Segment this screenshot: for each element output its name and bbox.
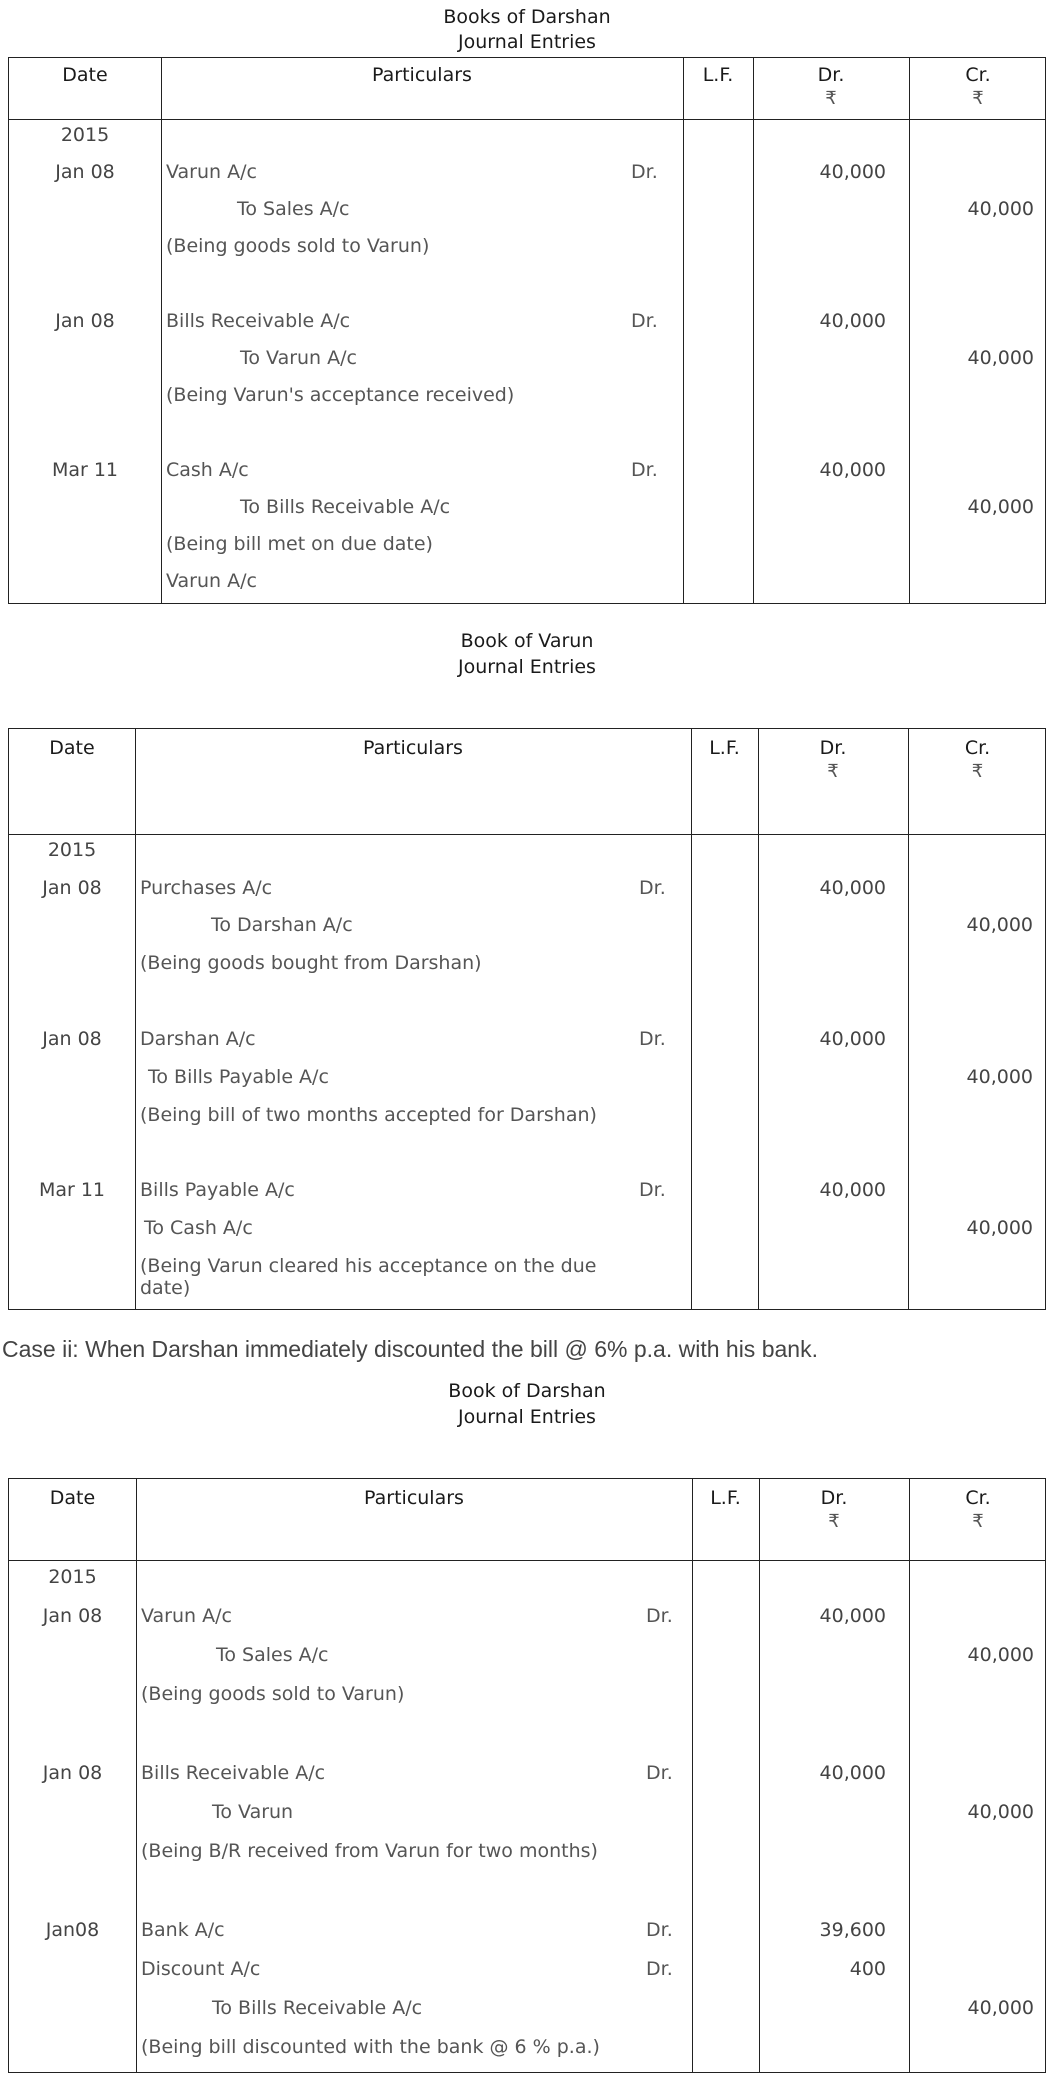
dr-amount: 40,000 [819,1028,886,1050]
credit-account: To Cash A/c [144,1217,253,1239]
credit-account: To Sales A/c [216,1644,329,1666]
debit-account: Cash A/c [166,459,249,481]
journal-title: Journal Entries [458,1406,596,1428]
narration: (Being B/R received from Varun for two months) [141,1840,598,1862]
entry-date: Jan 08 [42,1762,103,1784]
narration: (Being goods sold to Varun) [166,235,430,257]
entry-date: Jan 08 [55,310,115,332]
dr-mark: Dr. [631,310,658,332]
header-cr: Cr. [965,1487,991,1509]
credit-account: To Sales A/c [237,198,350,220]
dr-amount: 40,000 [819,310,886,332]
header-dr: Dr. [819,737,847,759]
cr-currency-symbol: ₹ [972,1511,984,1532]
dr-amount: 39,600 [819,1919,886,1941]
debit-account: Varun A/c [141,1605,232,1627]
journal-table [8,728,1046,1310]
year: 2015 [48,1566,97,1588]
dr-mark: Dr. [639,1028,666,1050]
narration: (Being Varun cleared his acceptance on the due date) [140,1255,597,1299]
dr-mark: Dr. [639,1179,666,1201]
book-title: Book of Varun [460,630,594,652]
credit-account: To Bills Receivable A/c [212,1997,423,2019]
debit-account: Varun A/c [166,161,257,183]
dr-currency-symbol: ₹ [825,88,837,109]
case-caption: Case ii: When Darshan immediately discounted the bill @ 6% p.a. with his bank. [2,1336,818,1362]
narration: (Being goods sold to Varun) [141,1683,405,1705]
narration: (Being bill discounted with the bank @ 6 % p.a.) [141,2036,600,2058]
journal-title: Journal Entries [458,656,596,678]
credit-account: To Bills Payable A/c [148,1066,329,1088]
debit-account: Bills Payable A/c [140,1179,295,1201]
header-particulars: Particulars [364,1487,464,1509]
cr-amount: 40,000 [967,1644,1034,1666]
account-line: Varun A/c [166,570,257,592]
cr-amount: 40,000 [966,1217,1033,1239]
year: 2015 [60,124,110,146]
journal-title: Journal Entries [458,31,596,53]
debit-account: Bank A/c [141,1919,225,1941]
entry-date: Jan 08 [55,161,115,183]
header-cr: Cr. [964,737,991,759]
entry-date: Mar 11 [38,1179,106,1201]
dr-mark: Dr. [631,459,658,481]
cr-amount: 40,000 [967,1997,1034,2019]
cr-amount: 40,000 [967,496,1034,518]
cr-currency-symbol: ₹ [971,761,984,782]
book-title: Book of Darshan [448,1380,606,1402]
header-cr: Cr. [965,64,991,86]
header-lf: L.F. [702,64,734,86]
cr-amount: 40,000 [967,347,1034,369]
dr-amount: 40,000 [819,1179,886,1201]
header-lf: L.F. [709,737,740,759]
dr-mark: Dr. [646,1919,673,1941]
book-title: Books of Darshan [443,6,611,28]
narration: (Being goods bought from Darshan) [140,952,482,974]
cr-amount: 40,000 [967,1801,1034,1823]
header-particulars: Particulars [372,64,472,86]
entry-date: Jan 08 [42,1028,102,1050]
header-dr: Dr. [820,1487,848,1509]
dr-amount: 40,000 [819,1762,886,1784]
cr-amount: 40,000 [966,1066,1033,1088]
dr-amount: 40,000 [819,161,886,183]
header-date: Date [49,737,95,759]
dr-currency-symbol: ₹ [828,1511,840,1532]
dr-amount: 40,000 [819,1605,886,1627]
credit-account: To Darshan A/c [211,914,353,936]
dr-amount: 400 [849,1958,886,1980]
dr-mark: Dr. [646,1958,673,1980]
entry-date: Jan 08 [42,877,102,899]
dr-mark: Dr. [631,161,658,183]
cr-amount: 40,000 [966,914,1033,936]
credit-account: To Varun A/c [240,347,357,369]
entry-date: Jan08 [45,1919,100,1941]
dr-mark: Dr. [639,877,666,899]
debit-account: Discount A/c [141,1958,261,1980]
debit-account: Darshan A/c [140,1028,256,1050]
credit-account: To Varun [212,1801,294,1823]
narration: (Being bill of two months accepted for Darshan) [140,1104,597,1126]
dr-mark: Dr. [646,1605,673,1627]
journal-table [8,57,1046,604]
year: 2015 [47,839,97,861]
credit-account: To Bills Receivable A/c [240,496,451,518]
narration: (Being bill met on due date) [166,533,433,555]
header-date: Date [49,1487,96,1509]
entry-date: Jan 08 [42,1605,103,1627]
narration: (Being Varun's acceptance received) [166,384,515,406]
dr-amount: 40,000 [819,459,886,481]
debit-account: Purchases A/c [140,877,273,899]
header-particulars: Particulars [363,737,463,759]
cr-amount: 40,000 [967,198,1034,220]
header-lf: L.F. [710,1487,741,1509]
debit-account: Bills Receivable A/c [166,310,351,332]
dr-currency-symbol: ₹ [827,761,839,782]
header-date: Date [62,64,108,86]
debit-account: Bills Receivable A/c [141,1762,326,1784]
dr-amount: 40,000 [819,877,886,899]
header-dr: Dr. [817,64,845,86]
journal-table [8,1478,1046,2073]
cr-currency-symbol: ₹ [972,88,984,109]
dr-mark: Dr. [646,1762,673,1784]
entry-date: Mar 11 [51,459,119,481]
